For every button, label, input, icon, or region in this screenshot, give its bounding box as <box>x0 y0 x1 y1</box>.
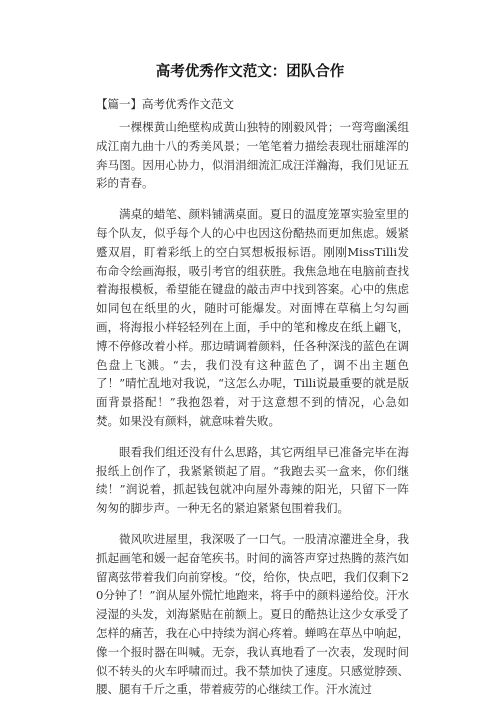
document-body <box>96 118 409 711</box>
section-heading: 【篇一】高考优秀作文范文 <box>96 97 234 111</box>
document-title: 高考优秀作文范文：团队合作 <box>155 64 345 80</box>
paragraph: 一棵棵黄山绝壁构成黄山独特的刚毅风骨；一弯弯幽溪组成江南九曲十八的秀美风景；一笔笔着力描绘表现壮丽雄浑的奔马图。因用心协力，似涓涓细流汇成汪洋瀚海，我们见证五彩的青春。 <box>96 120 409 191</box>
paragraph: 眼看我们组还没有什么思路，其它两组早已准备完毕在海报纸上创作了，我紧紧锁起了眉。“我跑去买一盒来，你们继续！”润说着，抓起钱包就冲向屋外毒辣的阳光，只留下一阵匆匆的脚步声。一种无名的紧迫紧紧包围着我们。 <box>96 444 409 516</box>
paragraph: 满桌的蜡笔、颜料铺满桌面。夏日的温度笼罩实验室里的每个队友，似乎每个人的心中也因这份酷热而更加焦虑。媛紧蹙双眉，盯着彩纸上的空白冥想板报标语。刚刚MissTilli发布命令绘画海报，吸引考官的组获胜。我焦急地在电脑前查找着海报模板，希望能在键盘的敲击声中找到答案。心中的焦虑如同包在纸里的火，随时可能爆发。对面博在草稿上匀勾画画，将海报小样轻轻列在上面，手中的笔和橡皮在纸上翩飞，博不停修改着小样。那边晴调着颜料，任各种深浅的蓝色在调色盘上飞溅。“去，我们没有这种蓝色了，调不出主题色了！”晴忙乱地对我说，“这怎么办呢，Tilli说最重要的就是版面背景搭配！”我抱怨着，对于这意想不到的情况，心急如焚。如果没有颜料，就意味着失败。 <box>96 207 409 428</box>
paragraph: 微风吹进屋里，我深吸了一口气。一股清凉灌进全身，我抓起画笔和媛一起奋笔疾书。时间的滴答声穿过热腾的蒸汽如留离弦带着我们向前穿梭。“佼，给你，快点吧，我们仅剩下20分钟了！”润从屋外慌忙地跑来，将手中的颜料递给佼。汗水浸湿的头发，刘海紧贴在前额上。夏日的酷热让这少女承受了怎样的痛苦，我在心中持续为润心疼着。蝉鸣在草丛中响起，像一个报时器在叫喊。无奈，我认真地看了一次表，发现时间似不转头的火车呼啸而过。我不禁加快了速度。只感觉脖颈、腰、腿有千斤之重，带着疲劳的心继续工作。汗水流过 <box>96 531 409 697</box>
